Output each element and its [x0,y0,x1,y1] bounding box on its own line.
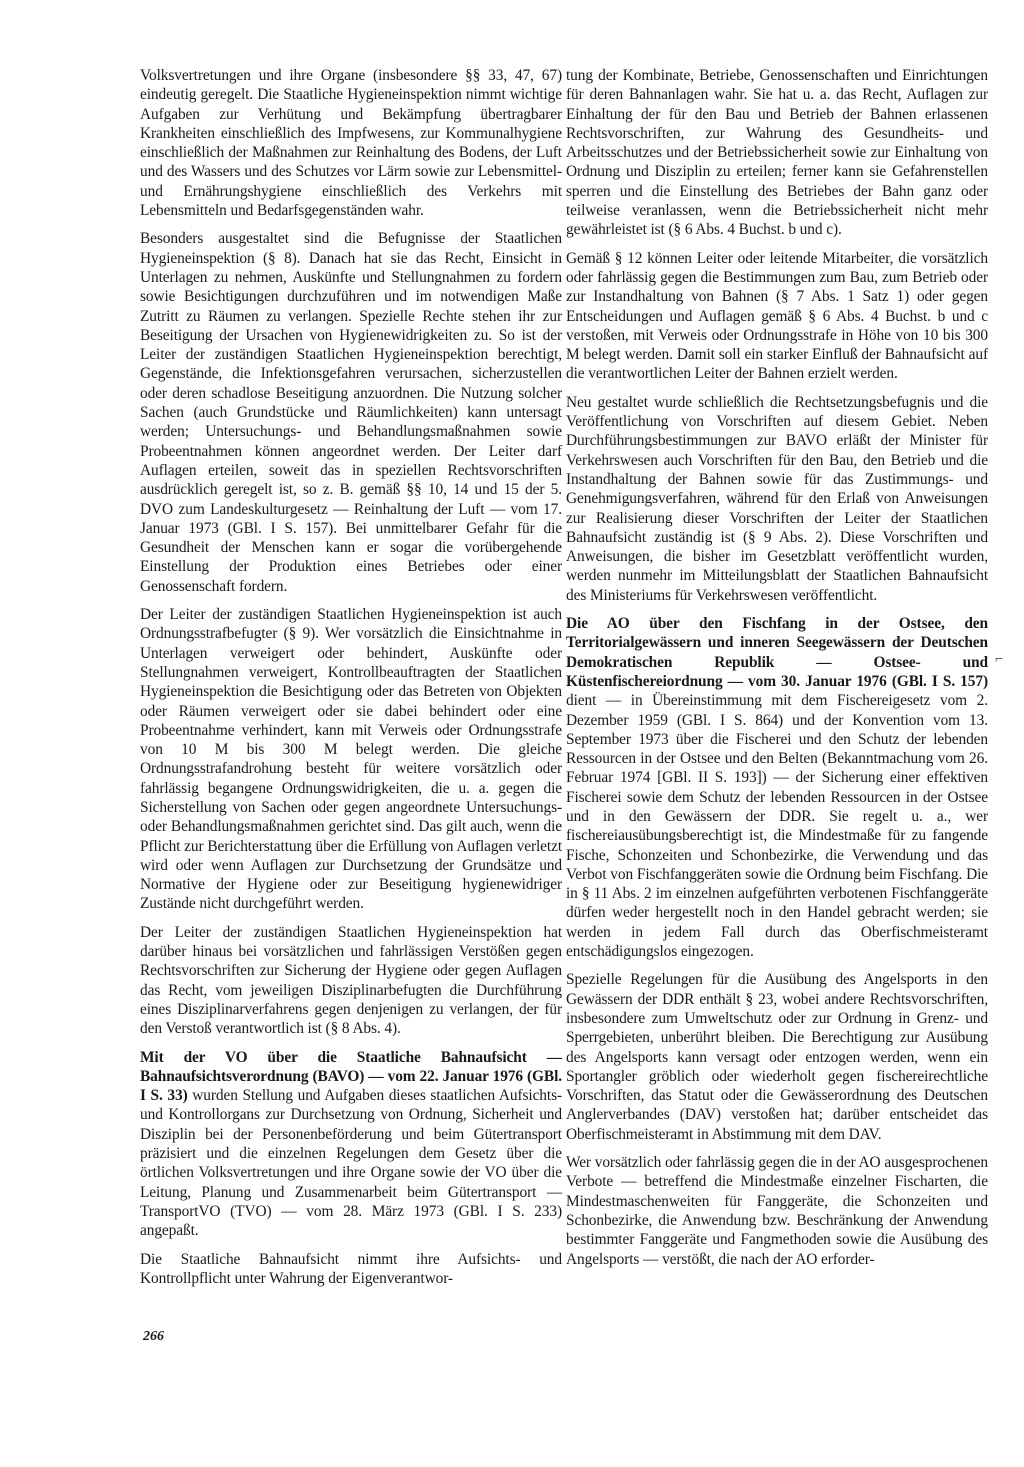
page-number: 266 [143,1329,164,1344]
paragraph: Die Staatliche Bahnaufsicht nimmt ihre Aufsichts- und Kontrollpflicht unter Wahrung der Eigenverantwor- [140,1250,562,1287]
paragraph: Wer vorsätzlich oder fahrlässig gegen die in der AO ausgesprochenen Verbote — betreffend die Mindestmaße einzelner Fischarten, die Mindestmaschenweiten für Fanggeräte, die Schonzeiten und Schonbezirke, die Anwendung bzw. Beschränkung der Anwendung bestimmter Fanggeräte und Fangmethoden sowie die Ausübung des Angelsports — verstößt, die nach der AO erforder- [566,1154,988,1268]
paragraph: Spezielle Regelungen für die Ausübung des Angelsports in den Gewässern der DDR enthält § 23, wobei andere Rechtsvorschriften, insbesondere zum Umweltschutz oder zur Ordnung in Grenz- und Sperrgebieten, unberührt bleiben. Die Berechtigung zur Ausübung des Angelsports kann versagt oder entzogen werden, wenn ein Sportangler gröblich oder wiederholt gegen fischereirechtliche Vorschriften, das Statut oder die Gewässerordnung des Deutschen Anglerverbandes (DAV) verstoßen hat; darüber entscheidet das Oberfischmeisteramt in Abstimmung mit dem DAV. [566,971,988,1143]
right-column [566,66,988,1278]
left-column [140,66,562,1297]
bold-citation: Mit der VO über die Staatliche Bahnaufsicht — Bahnaufsichtsverordnung (BAVO) — vom 22. Januar 1976 (GBl. I S. 33) [140,1048,562,1105]
paragraph [566,614,988,961]
paragraph: tung der Kombinate, Betriebe, Genossenschaften und Einrichtungen für deren Bahnanlagen wahr. Sie hat u. a. das Recht, Auflagen zur Einhaltung der für den Bau und Betrieb der Bahnen erlassenen Rechtsvorschriften, zur Wahrung des Gesundheits- und Arbeitsschutzes und der Betriebssicherheit sowie zur Einhaltung von Ordnung und Disziplin zu erteilen; ferner kann sie Gefahrenstellen sperren und die Einstellung des Betriebes der Bahn ganz oder teilweise veranlassen, wenn die Betriebssicherheit nicht mehr gewährleistet ist (§ 6 Abs. 4 Buchst. b und c). [566,67,988,239]
margin-mark-icon: ⌐ [995,652,1003,667]
paragraph: Gemäß § 12 können Leiter oder leitende Mitarbeiter, die vorsätzlich oder fahrlässig gegen die Bestimmungen zum Bau, zum Betrieb oder zur Instandhaltung von Bahnen (§ 7 Abs. 1 Satz 1) oder gegen Entscheidungen und Auflagen gemäß § 6 Abs. 4 Buchst. b und c verstoßen, mit Verweis oder Ordnungsstrafe in Höhe von 10 bis 300 M belegt werden. Damit soll ein starker Einfluß der Bahnaufsicht auf die verantwortlichen Leiter der Bahnen erzielt werden. [566,249,988,383]
paragraph: Neu gestaltet wurde schließlich die Rechtsetzungsbefugnis und die Veröffentlichung von Vorschriften auf diesem Gebiet. Neben Durchführungsbestimmungen zur BAVO erläßt der Minister für Verkehrswesen auch Vorschriften für den Bau, den Betrieb und die Instandhaltung der Bahnen sowie für das Zustimmungs- und Genehmigungsverfahren, während für den Erlaß von Anweisungen zur Realisierung dieser Vorschriften der Leiter der Staatlichen Bahnaufsicht zuständig ist (§ 9 Abs. 2). Diese Vorschriften und Anweisungen, die bisher im Gesetzblatt veröffentlicht wurden, werden nunmehr im Mitteilungsblatt der Staatlichen Bahnaufsicht des Ministeriums für Verkehrswesen veröffentlicht. [566,393,988,604]
paragraph: Volksvertretungen und ihre Organe (insbesondere §§ 33, 47, 67) eindeutig geregelt. Die Staatliche Hygieneinspektion nimmt wichtige Aufgaben zur Verhütung und Bekämpfung übertragbarer Krankheiten einschließlich des Impfwesens, zur Kommunalhygiene einschließlich der Maßnahmen zur Reinhaltung des Bodens, der Luft und des Wassers und des Schutzes vor Lärm sowie zur Lebensmittel- und Ernährungshygiene einschließlich des Verkehrs mit Lebensmitteln und Bedarfsgegenständen wahr. [140,67,562,220]
paragraph: Besonders ausgestaltet sind die Befugnisse der Staatlichen Hygieneinspektion (§ 8). Danach hat sie das Recht, Einsicht in Unterlagen zu nehmen, Auskünfte und Stellungnahmen zu fordern sowie Besichtigungen durchzuführen und im notwendigen Maße Zutritt zu Räumen zu verlangen. Spezielle Rechte stehen ihr zur Beseitigung der Ursachen von Hygienewidrigkeiten zu. So ist der Leiter der zuständigen Staatlichen Hygieneinspektion berechtigt, Gegenstände, die Infektionsgefahren verursachen, sicherzustellen oder deren schadlose Beseitigung anzuordnen. Die Nutzung solcher Sachen (auch Grundstücke und Räumlichkeiten) kann untersagt werden; Untersuchungs- und Behandlungsmaßnahmen sowie Probeentnahmen können angeordnet werden. Der Leiter darf Auflagen erteilen, soweit das in speziellen Rechtsvorschriften ausdrücklich geregelt ist, so z. B. gemäß §§ 10, 14 und 15 der 5. DVO zum Landeskulturgesetz — Reinhaltung der Luft — vom 17. Januar 1973 (GBl. I S. 157). Bei unmittelbarer Gefahr für die Gesundheit der Menschen kann er sogar die vorübergehende Einstellung der Produktion eines Betriebes oder einer Genossenschaft fordern. [140,230,562,595]
paragraph: Der Leiter der zuständigen Staatlichen Hygieneinspektion hat darüber hinaus bei vorsätzlichen und fahrlässigen Verstößen gegen Rechtsvorschriften zur Sicherung der Hygiene oder gegen Auflagen das Recht, vom jeweiligen Disziplinarbefugten die Durchführung eines Disziplinarverfahrens gegen denjenigen zu verlangen, der für den Verstoß verantwortlich ist (§ 8 Abs. 4). [140,923,562,1038]
bold-citation: Die AO über den Fischfang in der Ostsee, den Territorialgewässern und inneren Seegewässern der Deutschen Demokratischen Republik — Ostsee- und Küstenfischereiordnung — vom 30. Januar 1976 (GBl. I S. 157) [566,615,988,690]
paragraph-text: dient — in Übereinstimmung mit dem Fischereigesetz vom 2. Dezember 1959 (GBl. I S. 864) und der Konvention vom 13. September 1973 über die Fischerei und den Schutz der lebenden Ressourcen in der Ostsee und den Belten (Bekanntmachung vom 26. Februar 1974 [GBl. II S. 193]) — der Sicherung einer effektiven Fischerei sowie dem Schutz der lebenden Ressourcen in der Ostsee und in den Gewässern der DDR. Sie regelt u. a., wer fischereiausübungsberechtigt ist, die Mindestmaße für zu fangende Fische, Schonzeiten und Schonbezirke, die Verwendung und das Verbot von Fischfanggeräten sowie die Ordnung beim Fischfang. Die in § 11 Abs. 2 im einzelnen aufgeführten verbotenen Fischfanggeräte dürfen weder hergestellt noch in den Handel gebracht werden; sie werden in jedem Fall durch das Oberfischmeisteramt entschädigungslos eingezogen. [566,692,988,961]
paragraph: Der Leiter der zuständigen Staatlichen Hygieneinspektion ist auch Ordnungsstrafbefugter (§ 9). Wer vorsätzlich die Einsichtnahme in Unterlagen verweigert oder behindert, Auskünfte oder Stellungnahmen verweigert, Kontrollbeauftragten der Staatlichen Hygieneinspektion die Besichtigung oder das Betreten von Objekten oder Räumen verweigert oder sie dabei behindert oder eine Probeentnahme verhindert, kann mit Verweis oder Ordnungsstrafe von 10 M bis 300 M belegt werden. Die gleiche Ordnungsstrafandrohung besteht für weitere vorsätzlich oder fahrlässig begangene Ordnungswidrigkeiten, die u. a. gegen die Sicherstellung von Sachen oder gegen angeordnete Untersuchungs- oder Behandlungsmaßnahmen gerichtet sind. Das gilt auch, wenn die Pflicht zur Berichterstattung über die Erfüllung von Auflagen verletzt wird oder wenn Auflagen zur Durchsetzung der Grundsätze und Normative der Hygiene oder zur Beseitigung hygienewidriger Zustände nicht durchgeführt werden. [140,606,562,913]
paragraph [140,1048,562,1241]
paragraph-text: wurden Stellung und Aufgaben dieses staatlichen Aufsichts- und Kontrollorgans zur Durchsetzung von Ordnung, Sicherheit und Disziplin bei der Personenbeförderung und beim Gütertransport präzisiert und die einzelnen Regelungen dem Gesetz über die örtlichen Volksvertretungen und ihre Organe sowie der VO über die Leitung, Planung und Zusammenarbeit beim Gütertransport — TransportVO (TVO) — vom 28. März 1973 (GBl. I S. 233) angepaßt. [140,1087,562,1240]
